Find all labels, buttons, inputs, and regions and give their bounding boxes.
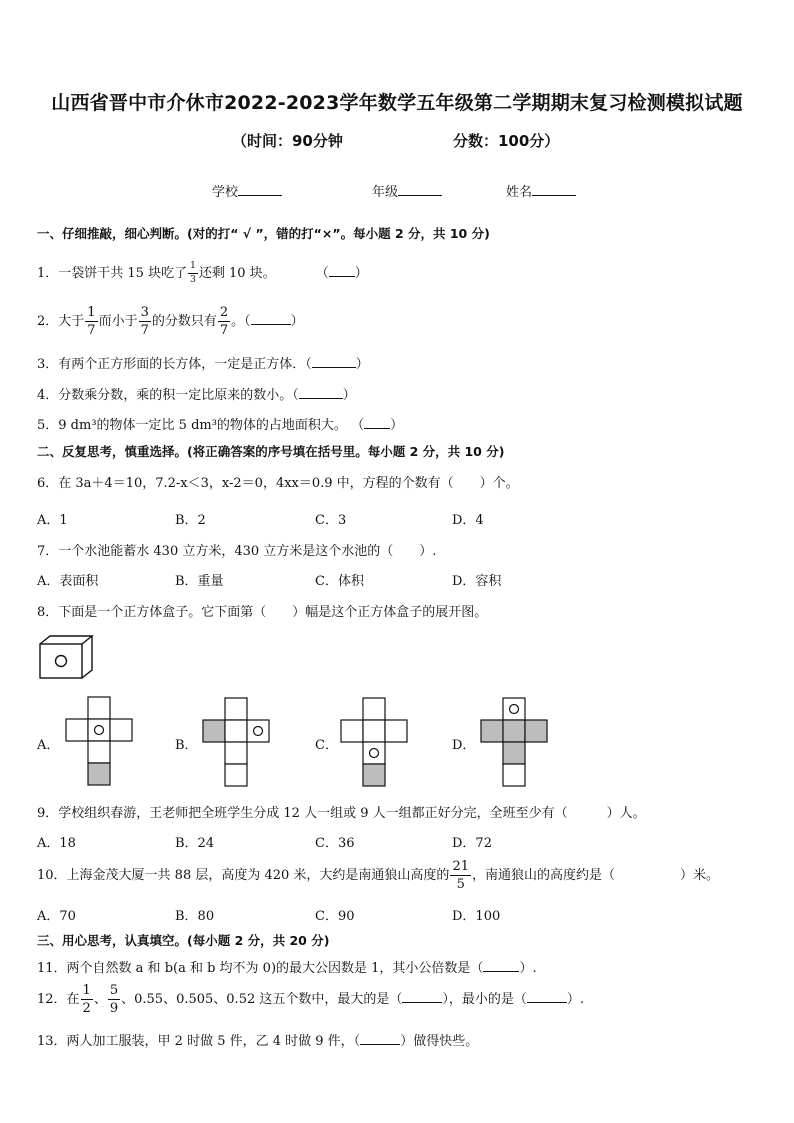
q8-option-c[interactable]: C． [315, 738, 338, 753]
net-b-figure[interactable] [202, 697, 292, 787]
question-8: 8．下面是一个正方体盒子。它下面第（ ）幅是这个正方体盒子的展开图。 [37, 605, 488, 620]
q1-answer-blank[interactable] [329, 264, 355, 277]
question-2: 2．大于 $\frac{1}{7}$ 而小于 $\frac{3}{7}$ 的分数只有 $\frac{2}{7}$ 。（ ） [37, 305, 304, 338]
net-a-figure[interactable] [65, 696, 155, 786]
school-label: 学校 [212, 185, 239, 200]
q12-largest-blank[interactable] [402, 990, 442, 1003]
q7-option-d[interactable]: D．容积 [452, 574, 502, 589]
q5-answer-blank[interactable] [364, 416, 390, 429]
question-1: 1．一袋饼干共 15 块吃了 $\frac{1}{3}$ 还剩 10 块。 （ ） [37, 261, 368, 285]
q2-answer-blank[interactable] [251, 312, 291, 325]
score-label: 分数：100分） [453, 132, 560, 150]
grade-field [372, 181, 442, 200]
question-4: 4．分数乘分数，乘的积一定比原来的数小。（ ） [37, 388, 356, 403]
q9-option-d[interactable]: D．72 [452, 836, 492, 851]
q12-fraction-2: $\frac{5}{9}$ [109, 983, 119, 1016]
question-9: 9．学校组织春游，王老师把全班学生分成 12 人一组或 9 人一组都正好分完，全班至少有（ ）人。 [37, 806, 646, 821]
grade-blank[interactable] [398, 183, 442, 196]
question-7: 7．一个水池能蓄水 430 立方米，430 立方米是这个水池的（ ）. [37, 544, 437, 559]
question-6: 6．在 3a＋4＝10，7.2-x＜3，x-2＝0，4xx＝0.9 中，方程的个数有（ ）个。 [37, 476, 519, 491]
q6-option-c[interactable]: C．3 [315, 513, 347, 528]
section-1-heading: 一、仔细推敲，细心判断。(对的打“ √ ”，错的打“×”。每小题 2 分，共 10 分) [37, 226, 490, 241]
q1-text-end: 还剩 10 块。 [198, 266, 276, 281]
q7-option-b[interactable]: B．重量 [175, 574, 224, 589]
school-blank[interactable] [238, 183, 282, 196]
question-10: 10．上海金茂大厦一共 88 层，高度为 420 米，大约是南通狼山高度的 $\frac{21}{5}$ ，南通狼山的高度约是（ ）米。 [37, 859, 719, 892]
q12-smallest-blank[interactable] [527, 990, 567, 1003]
q6-option-a[interactable]: A．1 [37, 513, 68, 528]
net-d-figure[interactable] [480, 697, 570, 787]
cube-box-figure [38, 634, 94, 680]
q6-option-b[interactable]: B．2 [175, 513, 206, 528]
q1-fraction: $\frac{1}{3}$ [190, 261, 196, 285]
q7-option-c[interactable]: C．体积 [315, 574, 364, 589]
name-field [506, 181, 576, 200]
q2-fraction-1: $\frac{1}{7}$ [87, 305, 96, 338]
q9-option-b[interactable]: B．24 [175, 836, 215, 851]
q3-answer-blank[interactable] [312, 355, 356, 368]
q10-option-d[interactable]: D．100 [452, 909, 501, 924]
q9-option-c[interactable]: C．36 [315, 836, 355, 851]
school-field [212, 181, 282, 200]
q7-option-a[interactable]: A．表面积 [37, 574, 99, 589]
question-13: 13．两人加工服装，甲 2 时做 5 件，乙 4 时做 9 件，（ ）做得快些。 [37, 1034, 479, 1049]
q2-fraction-3: $\frac{2}{7}$ [219, 305, 229, 338]
net-c-figure[interactable] [340, 697, 430, 787]
q13-answer-blank[interactable] [360, 1032, 400, 1045]
q2-fraction-2: $\frac{3}{7}$ [140, 305, 149, 338]
q1-text: 1．一袋饼干共 15 块吃了 [37, 266, 188, 281]
q9-option-a[interactable]: A．18 [37, 836, 76, 851]
q10-option-c[interactable]: C．90 [315, 909, 355, 924]
grade-label: 年级 [372, 185, 399, 200]
section-3-heading: 三、用心思考，认真填空。(每小题 2 分，共 20 分) [37, 933, 330, 948]
question-11: 11．两个自然数 a 和 b(a 和 b 均不为 0)的最大公因数是 1，其小公倍数是（ ）. [37, 961, 537, 976]
q10-fraction: $\frac{21}{5}$ [452, 859, 469, 892]
q4-answer-blank[interactable] [299, 386, 343, 399]
name-blank[interactable] [532, 183, 576, 196]
q11-answer-blank[interactable] [483, 959, 519, 972]
question-12: 12．在 $\frac{1}{2}$ 、 $\frac{5}{9}$ 、0.55、0.505、0.52 这五个数中，最大的是（ ），最小的是（ ）. [37, 983, 585, 1016]
q8-option-d[interactable]: D． [452, 738, 476, 753]
time-label: （时间：90分钟 [232, 132, 343, 150]
q8-option-a[interactable]: A． [37, 738, 60, 753]
q10-option-b[interactable]: B．80 [175, 909, 215, 924]
question-5: 5．9 dm³的物体一定比 5 dm³的物体的占地面积大。 （ ） [37, 418, 404, 433]
page-title: 山西省晋中市介休市2022-2023学年数学五年级第二学期期末复习检测模拟试题 [51, 92, 743, 114]
question-3: 3．有两个正方形面的长方体，一定是正方体．（ ） [37, 357, 369, 372]
q12-fraction-1: $\frac{1}{2}$ [82, 983, 91, 1016]
q6-option-d[interactable]: D．4 [452, 513, 484, 528]
q10-option-a[interactable]: A．70 [37, 909, 76, 924]
name-label: 姓名 [506, 185, 533, 200]
q8-option-b[interactable]: B． [175, 738, 198, 753]
section-2-heading: 二、反复思考，慎重选择。(将正确答案的序号填在括号里。每小题 2 分，共 10 分) [37, 444, 505, 459]
